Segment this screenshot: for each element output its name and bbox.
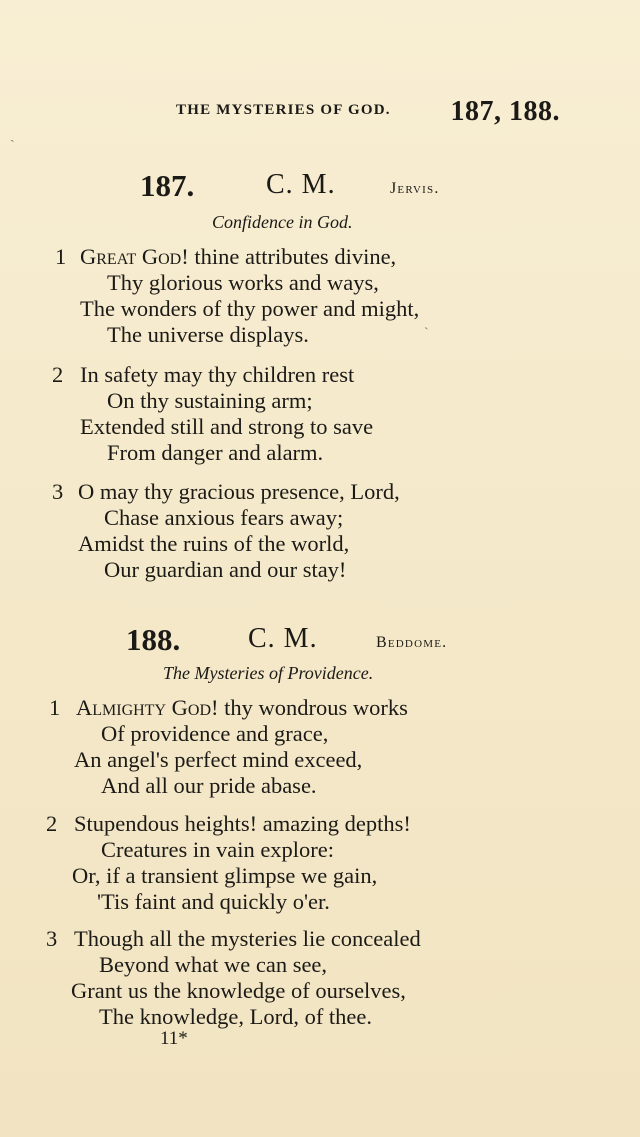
stanza-number: 3	[52, 479, 64, 504]
stanza-line: The universe displays.	[107, 322, 309, 347]
stanza-line: O may thy gracious presence, Lord,	[78, 479, 400, 504]
hymn-tune: Beddome.	[376, 634, 448, 651]
stanza-line: Or, if a transient glimpse we gain,	[72, 863, 378, 888]
stanza-lead-smallcaps: Great God	[80, 244, 182, 269]
stray-mark: ˎ	[10, 128, 15, 143]
stanza-line: Chase anxious fears away;	[104, 505, 344, 530]
hymn-number: 187.	[140, 168, 195, 203]
stanza-line: Creatures in vain explore:	[101, 837, 335, 862]
stray-mark: ˋ	[424, 326, 429, 341]
stanza-line: Though all the mysteries lie concealed	[74, 926, 421, 951]
stanza-line: Amidst the ruins of the world,	[78, 531, 350, 556]
stanza-line: From danger and alarm.	[107, 440, 324, 465]
stanza-line: Stupendous heights! amazing depths!	[74, 811, 411, 836]
hymn-188-header	[126, 622, 466, 658]
hymn-188-subject: The Mysteries of Providence.	[163, 663, 374, 683]
stanza-line: The wonders of thy power and might,	[80, 296, 420, 321]
stanza-line: The knowledge, Lord, of thee.	[99, 1004, 373, 1029]
stanza-line: And all our pride abase.	[101, 773, 317, 798]
hymn-187-subject: Confidence in God.	[212, 212, 353, 232]
stanza-line: In safety may thy children rest	[80, 362, 355, 387]
stanza-line: 'Tis faint and quickly o'er.	[97, 889, 330, 914]
stanza-line: Beyond what we can see,	[99, 952, 328, 977]
stanza-line: Thy glorious works and ways,	[107, 270, 379, 295]
stanza-number: 3	[46, 926, 58, 951]
hymn-tune: Jervis.	[390, 180, 440, 197]
hymn-187-header	[140, 168, 460, 204]
stanza-line: Grant us the knowledge of ourselves,	[71, 978, 406, 1003]
stanza-line: On thy sustaining arm;	[107, 388, 313, 413]
hymn-number: 188.	[126, 622, 181, 657]
hymn-meter: C. M.	[266, 169, 336, 200]
stanza-number: 2	[46, 811, 58, 836]
stanza-line	[80, 244, 396, 270]
stanza-number: 1	[55, 244, 67, 269]
signature-mark: 11*	[160, 1028, 188, 1049]
running-head	[176, 96, 566, 128]
stanza-number: 2	[52, 362, 64, 387]
stanza-number: 1	[49, 695, 61, 720]
stanza-line: Our guardian and our stay!	[104, 557, 347, 582]
stanza-line-rest: ! thine attributes divine,	[181, 244, 397, 269]
stanza-line-rest: ! thy wondrous works	[211, 695, 408, 720]
stanza-line	[76, 695, 408, 721]
hymn-meter: C. M.	[248, 623, 318, 654]
stanza-line: An angel's perfect mind exceed,	[74, 747, 363, 772]
running-hymn-numbers: 187, 188.	[450, 96, 560, 127]
running-title: THE MYSTERIES OF GOD.	[176, 102, 391, 118]
stanza-line: Of providence and grace,	[101, 721, 329, 746]
stanza-line: Extended still and strong to save	[80, 414, 374, 439]
stanza-lead-smallcaps: Almighty God	[76, 695, 211, 720]
